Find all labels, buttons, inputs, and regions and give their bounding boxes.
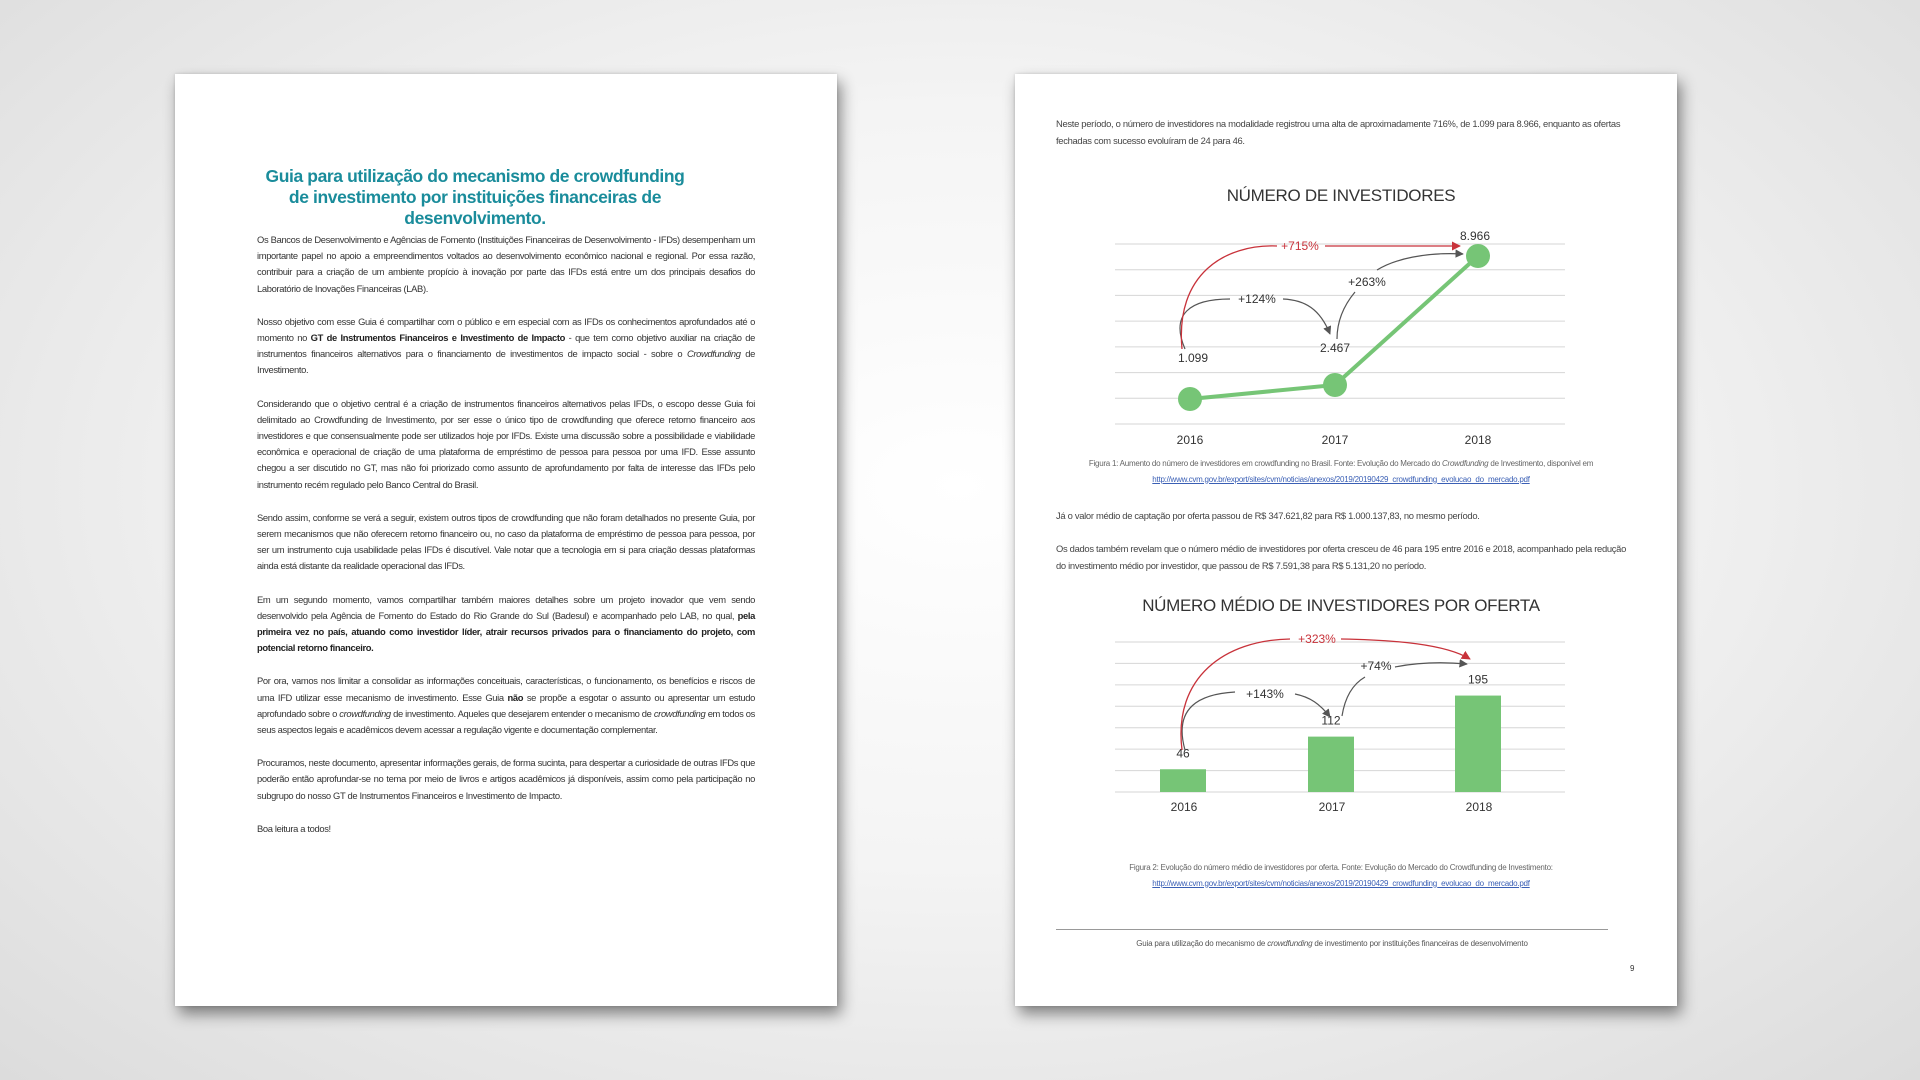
paragraph-3: Considerando que o objetivo central é a criação de instrumentos financeiros alternativos pelas IFDs, o escopo desse Guia foi delimitado ao Crowdfunding de Investimento, por ser esse o único tipo de crowdfunding que oferece retorno financeiro aos investidores e que consensualmente pode ser utilizados hoje por IFDs. Existe uma discussão sobre a possibilidade e viabilidade econômica e operacional de criação de uma plataforma de empréstimo de pessoa para pessoa por uma IFD. Esse assunto chegou a ser discutido no GT, mas não foi priorizado como assunto de aprofundamento por falta de interesse das IFDs pelo instrumento recém regulado pelo Banco Central do Brasil. [257, 397, 755, 490]
growth-label-2016-2017: +143% [1246, 687, 1284, 701]
figure1-source-link[interactable]: http://www.cvm.gov.br/export/sites/cvm/noticias/anexos/2019/20190429_crowdfunding_evolucao_do_mercado.pdf [1152, 474, 1530, 484]
growth-label-2016-2017: +124% [1238, 292, 1276, 306]
value-label-2018: 8.966 [1459, 229, 1491, 243]
bar-2016 [1160, 769, 1206, 792]
figure2-caption: Figura 2: Evolução do número médio de investidores por oferta. Fonte: Evolução do Mercado do Crowdfunding de Investimento: http://www.cvm.gov.br/export/sites/cvm/noticias/anexos/2019/20190429_crowdfunding_evolucao_do_mercado.pdf [1129, 863, 1553, 888]
growth-label-2016-2018: +715% [1281, 239, 1319, 253]
growth-label-2017-2018: +74% [1360, 659, 1392, 673]
x-tick-2018: 2018 [1465, 800, 1493, 814]
data-point-2018 [1466, 244, 1490, 268]
figure1-caption: Figura 1: Aumento do número de investidores em crowdfunding no Brasil. Fonte: Evolução do Mercado do Crowdfunding de Investimento, disponível em http://www.cvm.gov.br/export/sites/cvm/noticias/anexos/2019/20190429_crowdfunding_evolucao_do_mercado.pdf [1088, 459, 1594, 484]
paragraph-2: Nosso objetivo com esse Guia é compartilhar com o público e em especial com as IFDs os conhecimentos aprofundados até o momento no GT de Instrumentos Financeiros e Investimento de Impacto - que tem como objetivo auxiliar na criação de instrumentos financeiros alternativos para o financiamento de investimentos de impacto social - sobre o Crowdfunding de Investimento. [257, 315, 755, 376]
page-number: 9 [1630, 964, 1635, 973]
growth-arrow-2016-2017 [1180, 299, 1330, 349]
growth-arrow-2016-2018 [1181, 246, 1460, 349]
value-label-2017: 112 [1321, 713, 1341, 728]
growth-label-2016-2018: +323% [1298, 632, 1336, 646]
x-tick-2016: 2016 [1176, 433, 1204, 444]
body-text [257, 232, 755, 854]
document-page-left [175, 74, 837, 1006]
bar-2018 [1455, 696, 1501, 792]
investors-per-offer-bar-chart [1015, 622, 1677, 837]
bar-2017 [1308, 737, 1354, 792]
x-tick-2018: 2018 [1464, 433, 1492, 444]
data-point-2016 [1178, 387, 1202, 411]
x-tick-2017: 2017 [1318, 800, 1346, 814]
paragraph-4: Sendo assim, conforme se verá a seguir, existem outros tipos de crowdfunding que não foram detalhados no presente Guia, por serem mecanismos que não oferecem retorno financeiro ou, no caso da plataforma de empréstimo de pessoa para pessoa, por ser um instrumento cuja usabilidade pelas IFDs é discutível. Vale notar que a tecnologia em si para criação dessas plataformas ainda está distante da realidade operacional das IFDs. [257, 511, 755, 572]
x-tick-2016: 2016 [1170, 800, 1198, 814]
chart1-title: NÚMERO DE INVESTIDORES [1226, 186, 1456, 205]
page-footer: Guia para utilização do mecanismo de crowdfunding de investimento por instituições financeiras de desenvolvimento [1136, 939, 1528, 948]
closing-line: Boa leitura a todos! [257, 822, 331, 834]
footer-divider [1056, 929, 1608, 930]
text-average-investors: Os dados também revelam que o número médio de investidores por oferta cresceu de 46 para 195 entre 2016 e 2018, acompanhado pela redução do investimento médio por investidor, que passou de R$ 7.591,38 para R$ 5.131,20 no período. [1056, 543, 1627, 571]
paragraph-5: Em um segundo momento, vamos compartilhar também maiores detalhes sobre um projeto inovador que vem sendo desenvolvido pela Agência de Fomento do Estado do Rio Grande do Sul (Badesul) e acompanhado pelo LAB, no qual, pela primeira vez no país, atuando como investidor líder, atrair recursos privados para o financiamento do projeto, com potencial retorno financeiro. [257, 593, 755, 654]
page-title: Guia para utilização do mecanismo de crowdfunding de investimento por instituições financeiras de desenvolvimento. [265, 166, 685, 228]
chart2-title: NÚMERO MÉDIO DE INVESTIDORES POR OFERTA [1142, 596, 1540, 615]
growth-arrow-2016-2018 [1181, 639, 1470, 750]
growth-label-2017-2018: +263% [1348, 275, 1386, 289]
document-page-right [1015, 74, 1677, 1006]
value-label-2016: 46 [1176, 746, 1190, 761]
paragraph-6: Por ora, vamos nos limitar a consolidar as informações conceituais, características, o funcionamento, os benefícios e riscos de uma IFD utilizar esse mecanismo de investimento. Esse Guia não se propõe a esgotar o assunto ou apresentar um estudo aprofundado sobre o crowdfunding de investimento. Aqueles que desejarem entender o mecanismo de crowdfunding em todos os seus aspectos legais e acadêmicos devem acessar a regulação vigente e documentação complementar. [257, 675, 755, 736]
value-label-2017: 2.467 [1319, 341, 1351, 355]
value-label-2018: 195 [1467, 672, 1489, 687]
paragraph-7: Procuramos, neste documento, apresentar informações gerais, de forma sucinta, para despertar a curiosidade de outras IFDs que poderão então aprofundar-se no tema por meio de livros e artigos acadêmicos já disponíveis, assim como pela participação no subgrupo do nosso GT de Instrumentos Financeiros e Investimento de Impacto. [257, 757, 755, 801]
text-average-raise: Já o valor médio de captação por oferta passou de R$ 347.621,82 para R$ 1.000.137,83, no mesmo período. [1056, 510, 1480, 521]
value-label-2016: 1.099 [1177, 351, 1209, 365]
figure2-source-link[interactable]: http://www.cvm.gov.br/export/sites/cvm/noticias/anexos/2019/20190429_crowdfunding_evolucao_do_mercado.pdf [1152, 878, 1530, 888]
investors-line-chart [1015, 214, 1677, 444]
data-point-2017 [1323, 373, 1347, 397]
paragraph-1: Os Bancos de Desenvolvimento e Agências de Fomento (Instituições Financeiras de Desenvolvimento - IFDs) desempenham um importante papel no apoio a empreendimentos voltados ao desenvolvimento econômico nacional e regional. Por essa razão, contribuir para a criação de um ambiente propício à inovação por parte das IFDs está entre um dos principais desafios do Laboratório de Inovações Financeiras (LAB). [257, 234, 755, 294]
intro-text: Neste período, o número de investidores na modalidade registrou uma alta de aproximadamente 716%, de 1.099 para 8.966, enquanto as ofertas fechadas com sucesso evoluíram de 24 para 46. [1056, 118, 1621, 146]
x-tick-2017: 2017 [1321, 433, 1349, 444]
